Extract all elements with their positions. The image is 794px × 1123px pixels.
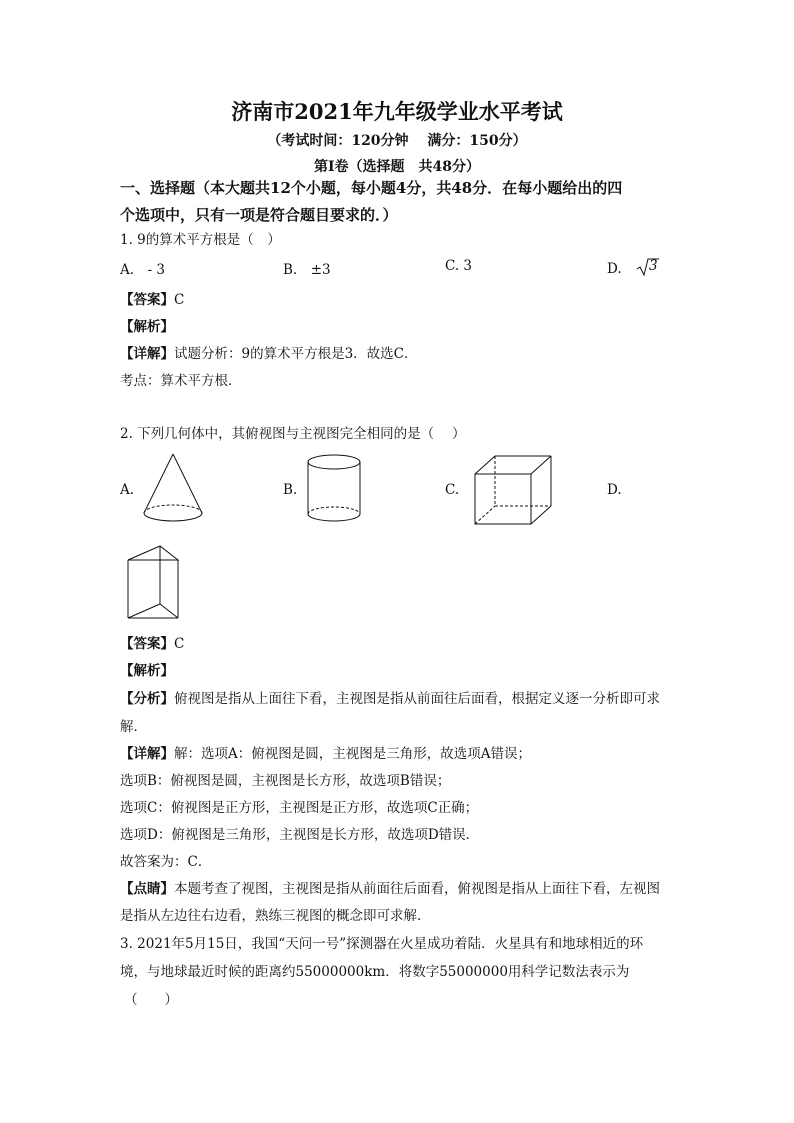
q2-option-d-label: D. [607, 482, 622, 498]
q2-stem: 2. 下列几何体中，其俯视图与主视图完全相同的是（ ） [120, 426, 466, 442]
q1-option-d: D. 3 [607, 258, 660, 277]
q1-analysis-tag: 【解析】 [120, 319, 174, 335]
q1-detail: 【详解】试题分析：9的算术平方根是3．故选C． [120, 346, 418, 362]
triangular-prism-figure [122, 542, 184, 622]
section-heading: 一、选择题（本大题共12个小题，每小题4分，共48分．在每小题给出的四 个选项中，只有一项是符合题目要求的．） [120, 179, 623, 224]
q2-option-c-label: C. [445, 482, 460, 498]
q1-option-a: A. - 3 [120, 262, 165, 278]
exam-subtitle: （考试时间：120分钟 满分：150分） [267, 133, 527, 149]
q2-detail-b: 选项B：俯视图是圆，主视图是长方形，故选项B错误； [120, 773, 451, 789]
q2-dianjing: 【点睛】本题考查了视图，主视图是指从前面往后面看，俯视图是指从上面往下看，左视图 [120, 881, 660, 897]
q1-answer: 【答案】C [120, 292, 185, 308]
q1-option-c: C. 3 [445, 258, 473, 274]
q2-fenxi-cont: 解． [120, 719, 147, 735]
cone-figure [138, 452, 208, 524]
sqrt-symbol: 3 [636, 258, 660, 277]
exam-title: 济南市2021年九年级学业水平考试 [231, 99, 563, 124]
q2-detail-c: 选项C：俯视图是正方形，主视图是正方形，故选项C正确； [120, 800, 479, 816]
q2-dianjing-cont: 是指从左边往右边看，熟练三视图的概念即可求解． [120, 908, 431, 924]
q2-analysis-tag: 【解析】 [120, 663, 174, 679]
q1-kaodian: 考点：算术平方根． [120, 373, 242, 389]
q2-fenxi: 【分析】俯视图是指从上面往下看，主视图是指从前面往后面看，根据定义逐一分析即可求 [120, 691, 660, 707]
q1-stem: 1. 9的算术平方根是（ ） [120, 232, 281, 248]
q2-option-a-label: A. [120, 482, 135, 498]
part-title: 第Ⅰ卷（选择题 共48分） [313, 159, 481, 175]
q3-stem-line2: 境，与地球最近时候的距离约55000000km．将数字55000000用科学记数法表示为 [120, 964, 630, 980]
q1-option-b: B. ±3 [283, 262, 331, 278]
q2-answer: 【答案】C [120, 636, 185, 652]
q2-detail: 【详解】解：选项A：俯视图是圆，主视图是三角形，故选项A错误； [120, 746, 531, 762]
q2-detail-d: 选项D：俯视图是三角形，主视图是长方形，故选项D错误． [120, 827, 480, 843]
q3-stem-line3: （ ） [124, 992, 178, 1008]
cylinder-figure [302, 452, 366, 524]
q3-stem-line1: 3. 2021年5月15日，我国“天问一号”探测器在火星成功着陆．火星具有和地球相近的环 [120, 936, 644, 952]
q2-conclusion: 故答案为：C． [120, 854, 212, 870]
q2-option-b-label: B. [283, 482, 298, 498]
cube-figure [470, 452, 556, 526]
